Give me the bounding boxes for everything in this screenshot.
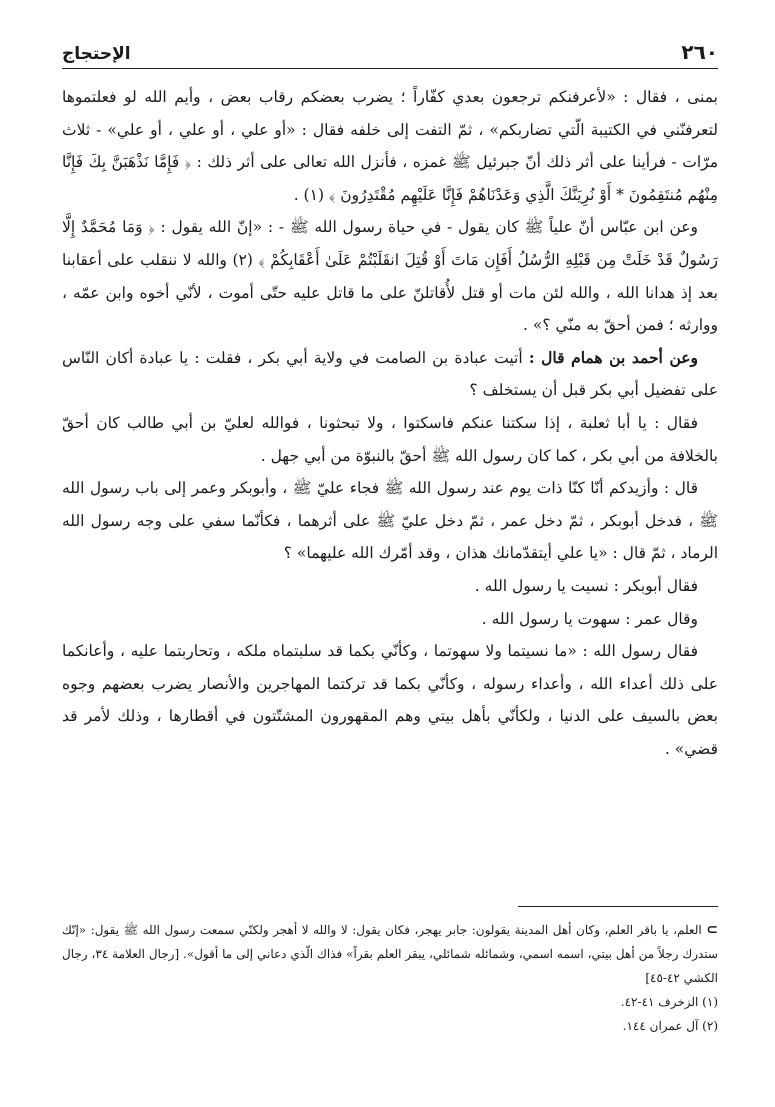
narrator-lead: وعن أحمد بن همام قال :	[528, 347, 698, 367]
footnote-continuation	[62, 918, 718, 990]
footnotes	[62, 918, 718, 1038]
footnote-continuation-text: العلم، يا باقر العلم، وكان أهل المدينة يقولون: جابر يهجر، فكان يقول: لا والله لا أهجر ولكنّي سمعت رسول الله ﷺ يقول: «إنّك ستدرك رجلاً من أهل بيتي، اسمه اسمي، وشمائله شمائلي، يبقر العلم بقراً» فذاك الّذي دعاني إلى ما أقول». [رجال العلامة ٣٤، رجال الكشي ٤٢-٤٥]	[62, 923, 718, 985]
paragraph-5: قال : وأزيدكم أنّا كنّا ذات يوم عند رسول الله ﷺ فجاء عليّ ﷺ ، وأبوبكر وعمر إلى باب رسول الله ﷺ ، فدخل أبوبكر ، ثمّ دخل عمر ، ثمّ دخل عليّ ﷺ على أثرهما ، فكأنّما سفي على وجه رسول الله الرماد ، ثمّ قال : «يا علي أيتقدّمانك هذان ، وقد أمّرك الله عليهما» ؟	[62, 479, 718, 563]
paragraph-4: فقال : يا أبا ثعلبة ، إذا سكتنا عنكم فاسكتوا ، ولا تبحثونا ، فوالله لعليّ بن أبي طالب كان أحقّ بالخلافة من أبي بكر ، كما كان رسول الله ﷺ أحقّ بالنبوّة من أبي جهل .	[62, 413, 718, 465]
paragraph-3	[62, 342, 718, 407]
paragraph-3-text: أتيت عبادة بن الصامت في ولاية أبي بكر ، فقلت : يا عبادة أكان النّاس على تفضيل أبي بكر قبل أن يستخلف ؟	[62, 348, 718, 400]
footnote-divider	[518, 906, 718, 907]
footnote-1: (١) الزخرف ٤١-٤٢.	[620, 995, 718, 1009]
book-page	[62, 30, 718, 1090]
continuation-icon: ⊃	[706, 922, 718, 938]
paragraph-2: وعن ابن عبّاس أنّ علياً ﷺ كان يقول - في حياة رسول الله ﷺ - : «إنّ الله يقول : ﴿ وَمَا مُحَمَّدٌ إِلَّا رَسُولٌ قَدْ خَلَتْ مِن قَبْلِهِ الرُّسُلُ أَفَإِن مَاتَ أَوْ قُتِلَ انقَلَبْتُمْ عَلَىٰ أَعْقَابِكُمْ ﴾ (٢) والله لا ننقلب على أعقابنا بعد إذ هدانا الله ، والله لئن مات أو قتل لأُقاتلنّ على ما قاتل عليه حتّى أموت ، لأنّي أخوه وابن عمّه ، ووارثه ؛ فمن أحقّ به منّي ؟» .	[62, 218, 718, 335]
page-number: ٢٦٠	[681, 40, 718, 64]
page-header	[62, 30, 718, 69]
paragraph-7: وقال عمر : سهوت يا رسول الله .	[481, 609, 698, 628]
running-title: الإحتجاج	[62, 44, 131, 64]
paragraph-6: فقال أبوبكر : نسيت يا رسول الله .	[474, 576, 698, 595]
main-text	[62, 81, 718, 765]
paragraph-1: بمنى ، فقال : «لأعرفنكم ترجعون بعدي كفّاراً ؛ يضرب بعضكم رقاب بعض ، وأيم الله لو فعلتموها لتعرفنّني في الكتيبة الّتي تضاربكم» ، ثمّ التفت إلى خلفه فقال : «أو علي ، أو علي ، أو علي» - ثلاث مرّات - فرأينا على أثر ذلك أنّ جبرئيل ﷺ غمزه ، فأنزل الله تعالى على أثر ذلك : ﴿ فَإِمَّا نَذْهَبَنَّ بِكَ فَإِنَّا مِنْهُم مُنتَقِمُونَ * أَوْ نُرِيَنَّكَ الَّذِي وَعَدْنَاهُمْ فَإِنَّا عَلَيْهِم مُقْتَدِرُونَ ﴾ (١) .	[62, 88, 718, 204]
footnote-2: (٢) آل عمران ١٤٤.	[622, 1019, 718, 1033]
paragraph-8: فقال رسول الله : «ما نسيتما ولا سهوتما ، وكأنّي بكما قد سلبتماه ملكه ، وتحاربتما عليه ، وأعانكما على ذلك أعداء الله ، وأعداء رسوله ، وكأنّي بكما قد تركتما المهاجرين والأنصار يضرب بعضهم وجوه بعض بالسيف على الدنيا ، ولكأنّي بأهل بيتي وهم المقهورون المشتّتون في أقطارها ، وذلك لأمر قد قضي» .	[62, 642, 718, 758]
